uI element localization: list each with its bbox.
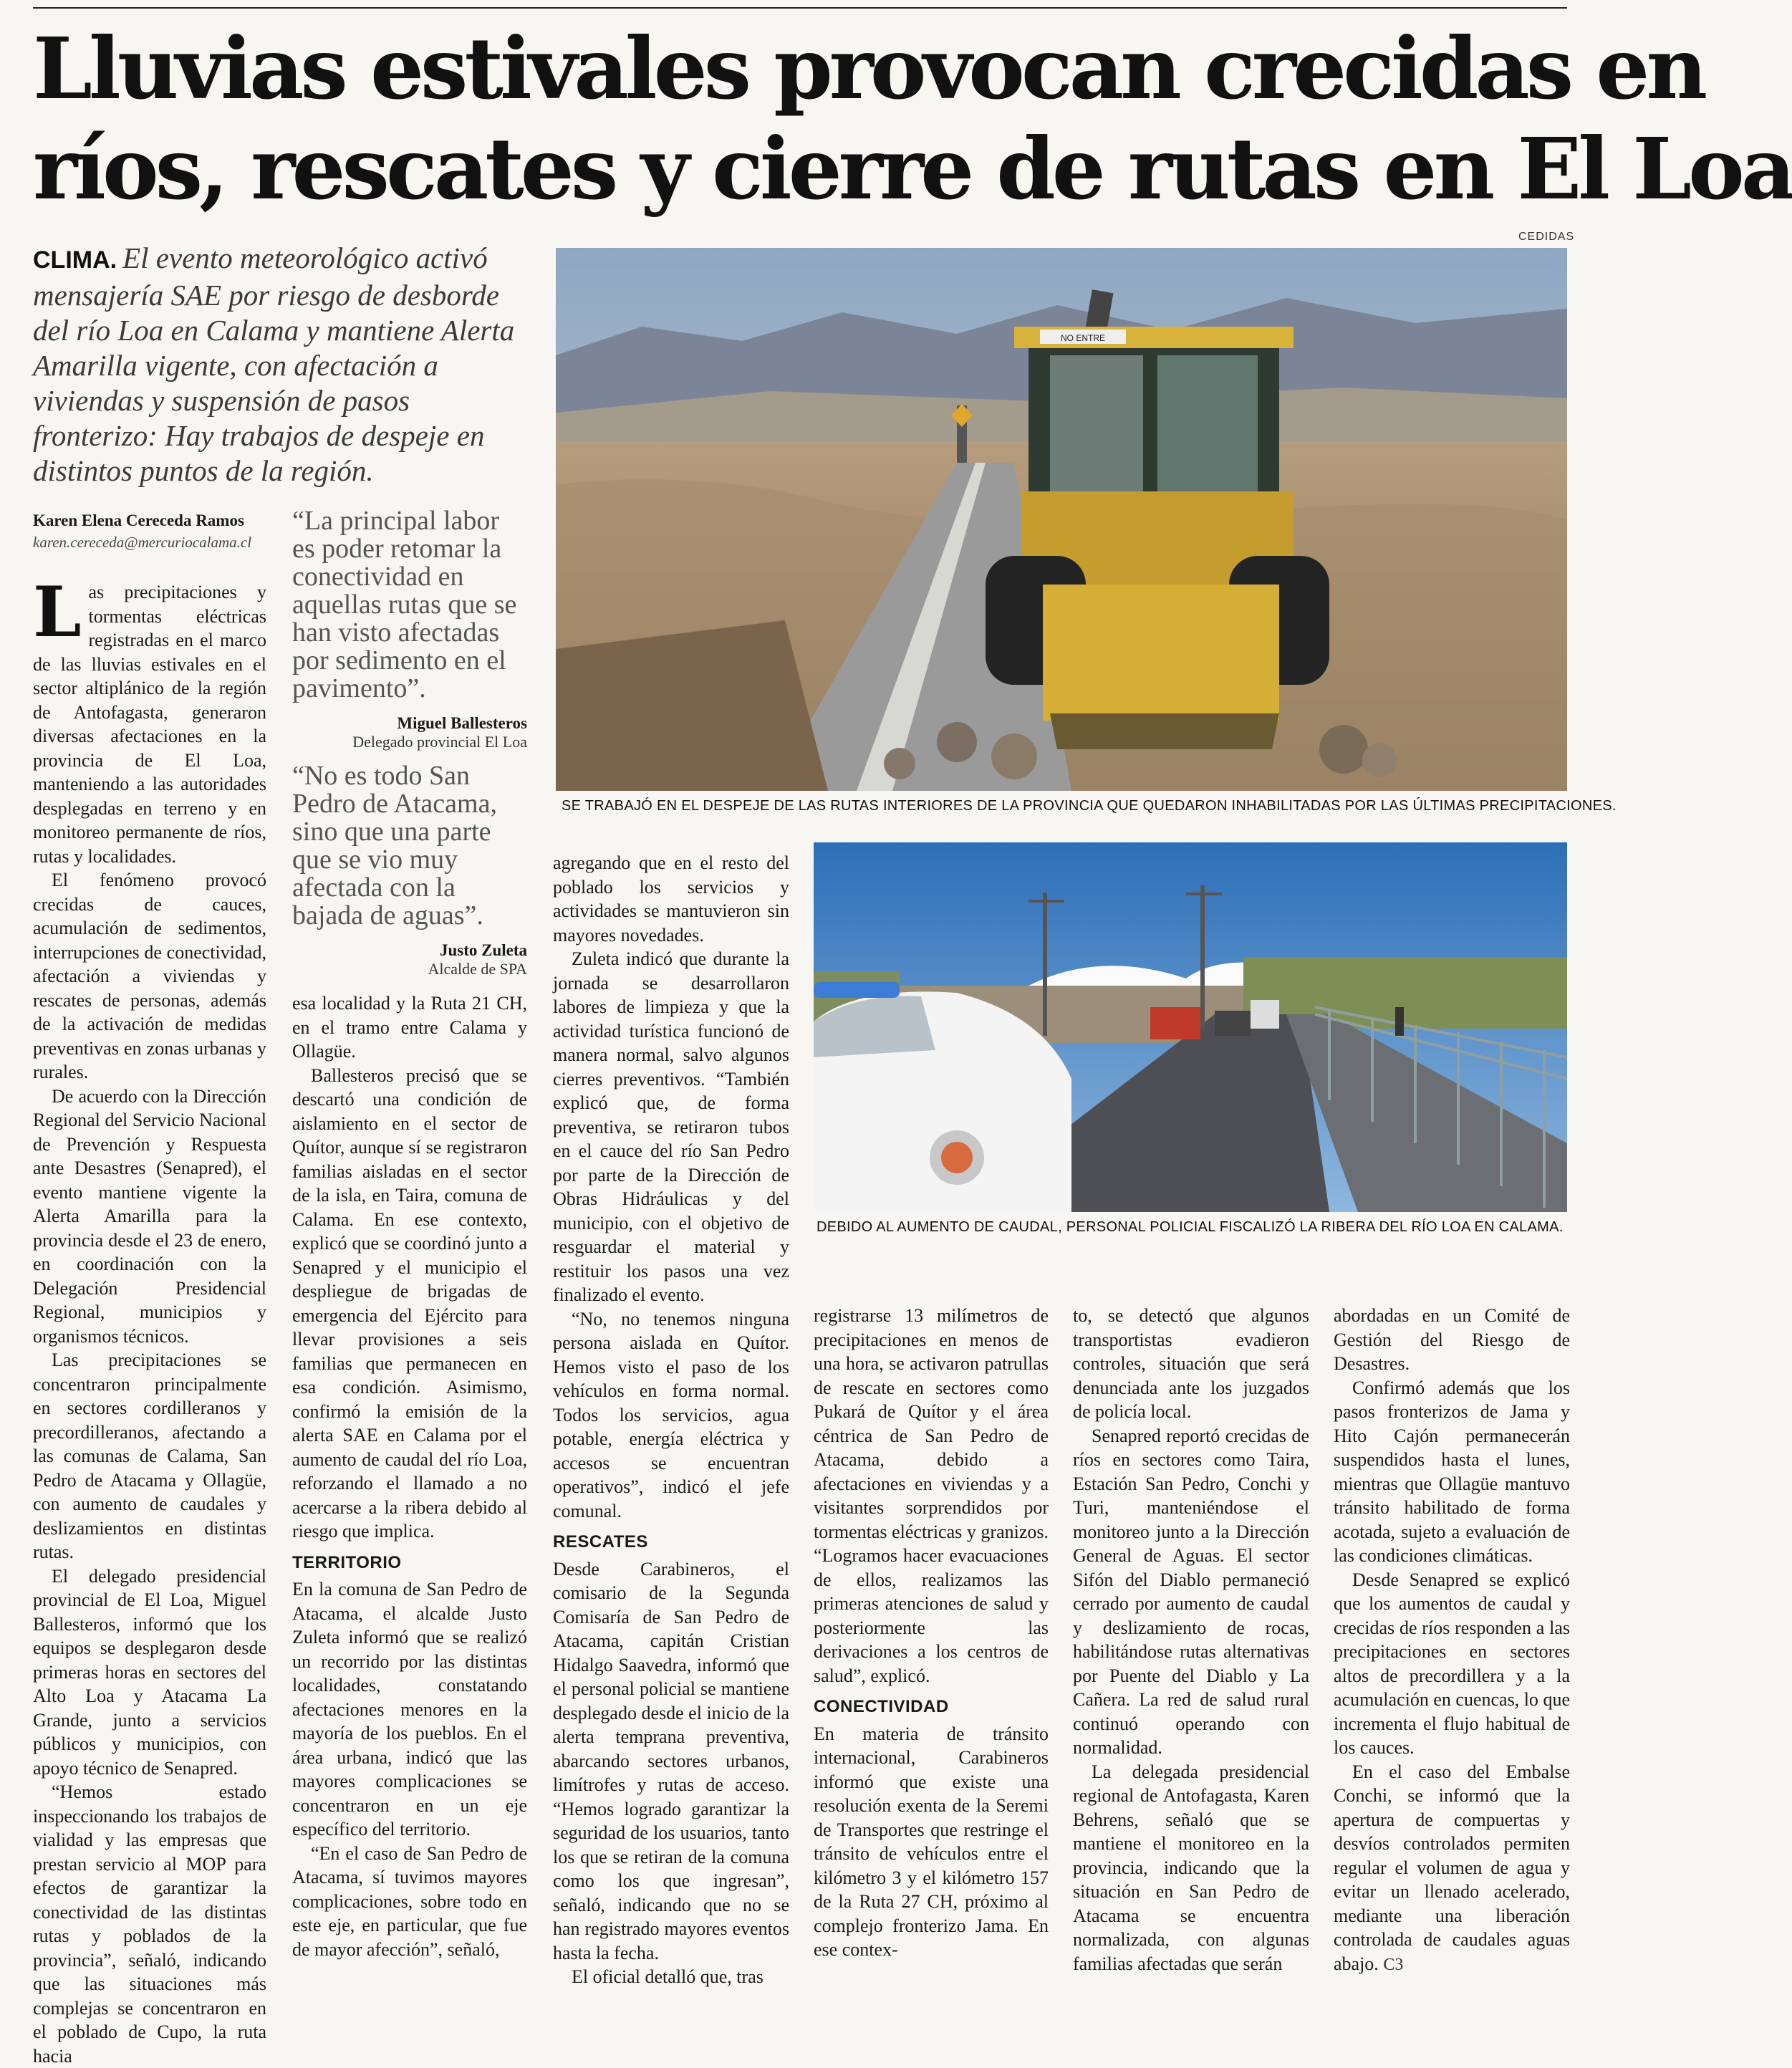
column-6 (1334, 1304, 1570, 1977)
col2-p2: Ballesteros precisó que se descartó una condición de aislamiento en el sector de Quítor, aunque sí se registraron familias aisladas en el sector de la isla, en Taira, comuna de Calama. En ese contexto, explicó que se coordinó junto a Senapred y el municipio el despliegue de brigadas de emergencia del Ejército para llevar provisiones a seis familias que permanecen en esa condición. Asimismo, confirmó la emisión de la alerta SAE en Calama por el aumento de caudal del río Loa, reforzando el llamado a no acercarse a la ribera debido al riesgo que implica. (292, 1064, 527, 1542)
col3-p1: agregando que en el resto del poblado los servicios y actividades se mantuvieron sin mayores novedades. (553, 852, 789, 946)
col4-p2: En materia de tránsito internacional, Carabineros informó que existe una resolución exenta de la Seremi de Transportes que restringe el tránsito de vehículos entre el kilómetro 3 y el kilómetro 157 de la Ruta 27 CH, próximo al complejo fronterizo Jama. En ese contex- (814, 1723, 1049, 1960)
column-5 (1073, 1304, 1309, 1976)
dropcap: L (33, 572, 82, 653)
pull-quote-1 (292, 507, 527, 751)
headline (33, 19, 1792, 219)
quote-2-role: Alcalde de SPA (428, 960, 527, 978)
column-4 (814, 1304, 1049, 1962)
headline-line-2: ríos, rescates y cierre de rutas en El Loa (33, 119, 1792, 218)
section-territorio: TERRITORIO (292, 1552, 402, 1572)
photo-backhoe (556, 248, 1567, 791)
quote-1-name: Miguel Ballesteros (397, 714, 527, 732)
lede-text: El evento meteorológico activó mensajería SAE por riesgo de desborde del río Loa en Calama y mantiene Alerta Amarilla vigente, con afectación a viviendas y suspensión de pasos fronterizo: Hay trabajos de despeje en distintos puntos de la región. (33, 241, 515, 487)
quote-1-text: “La principal labor es poder retomar la conectividad en aquellas rutas que se han visto afectadas por sedimento en el pavimento”. (292, 506, 517, 703)
col6-p2: Confirmó además que los pasos fronterizos de Jama y Hito Cajón permanecerán suspendidos hasta el lunes, mientras que Ollagüe mantuvo tránsito habilitado de forma acotada, sujeto a evaluación de las condiciones climáticas. (1334, 1377, 1570, 1566)
quote-1-role: Delegado provincial El Loa (352, 733, 527, 751)
quote-2-text: “No es todo San Pedro de Atacama, sino que una parte que se vio muy afectada con la bajada de aguas”. (292, 761, 497, 930)
col1-p1-text: as precipitaciones y tormentas eléctricas registradas en el marco de las lluvias estivales en el sector altiplánico de la región de Antofagasta, generaron diversas afectaciones en la provincia de El Loa, manteniendo a las autoridades desplegadas en terreno y en monitoreo permanente de ríos, rutas y localidades. (33, 582, 266, 867)
col5-p2: Senapred reportó crecidas de ríos en sectores como Taira, Estación San Pedro, Conchi y Turi, manteniéndose el monitoreo junto a la Dirección General de Aguas. El sector Sifón del Diablo permaneció cerrado por aumento de caudal y deslizamiento de rocas, habilitándose rutas alternativas por Puente del Diablo y La Cañera. La red de salud rural continuó operando con normalidad. (1073, 1425, 1309, 1758)
end-mark: C3 (1383, 1955, 1404, 1974)
col5-p1: to, se detectó que algunos transportistas evadieron controles, situación que será denunciada ante los juzgados de policía local. (1073, 1305, 1309, 1422)
lede-kicker: CLIMA. (33, 246, 117, 274)
police-illustration (814, 842, 1567, 1212)
photo-police (814, 842, 1567, 1212)
lede (33, 241, 534, 489)
caption-photo-2: DEBIDO AL AUMENTO DE CAUDAL, PERSONAL POLICIAL FISCALIZÓ LA RIBERA DEL RÍO LOA EN CALAMA. (816, 1219, 1564, 1235)
col3-p3: “No, no tenemos ninguna persona aislada en Quítor. Hemos visto el paso de los vehículos en forma normal. Todos los servicios, agua potable, energía eléctrica y accesos se encuentran operativos”, indicó el jefe comunal. (553, 1308, 789, 1521)
col2-p4: “En el caso de San Pedro de Atacama, sí tuvimos mayores complicaciones, sobre todo en este eje, en particular, que fue de mayor afección”, señaló, (292, 1842, 527, 1960)
section-rescates: RESCATES (553, 1532, 648, 1552)
col6-p4 (1334, 1760, 1570, 1978)
col1-p2: El fenómeno provocó crecidas de cauces, acumulación de sedimentos, interrupciones de conectividad, afectación a viviendas y rescates de personas, además de la activación de medidas preventivas en zonas urbanas y rurales. (33, 870, 266, 1082)
col3-p5: El oficial detalló que, tras (572, 1966, 763, 1987)
col1-p6: “Hemos estado inspeccionando los trabajos de vialidad y las empresas que prestan servicio al MOP para efectos de garantizar la conectividad de las distintas rutas y poblados de la provincia”, señaló, indicando que las situaciones más complejas se concentraron en el poblado de Cupo, la ruta hacia (33, 1781, 266, 2067)
headline-line-1: Lluvias estivales provocan crecidas en (33, 19, 1705, 118)
col4-p1: registrarse 13 milímetros de precipitaciones en menos de una hora, se activaron patrullas de rescate en sectores como Pukará de Quítor y el área céntrica de San Pedro de Atacama, debido a afectaciones en viviendas y a visitantes sorprendidos por tormentas eléctricas y granizos. “Logramos hacer evacuaciones de ellos, realizamos las primeras atenciones de salud y posteriormente las derivaciones a los centros de salud”, explicó. (814, 1305, 1049, 1686)
column-2 (292, 991, 527, 1961)
byline-name: Karen Elena Cereceda Ramos (33, 511, 244, 529)
section-conectividad: CONECTIVIDAD (814, 1697, 949, 1716)
col6-p3: Desde Senapred se explicó que los aumentos de caudal y crecidas de ríos responden a las precipitaciones en sectores altos de precordillera y a la acumulación en cuencas, lo que incrementa el flujo habitual de los cauces. (1334, 1569, 1570, 1758)
col2-p1: esa localidad y la Ruta 21 CH, en el tramo entre Calama y Ollagüe. (292, 993, 527, 1062)
top-rule (33, 7, 1567, 9)
col2-p3: En la comuna de San Pedro de Atacama, el alcalde Justo Zuleta informó que se realizó un recorrido por las distintas localidades, constatando afectaciones menores en la mayoría de los pueblos. En el área urbana, indicó que las mayores complicaciones se concentraron en un eje específico del territorio. (292, 1579, 527, 1839)
col1-p5: El delegado presidencial provincial de El Loa, Miguel Ballesteros, informó que los equipos se desplegaron desde primeras horas en sectores del Alto Loa y Atacama La Grande, junto a servicios públicos y municipios, con apoyo técnico de Senapred. (33, 1565, 266, 1779)
col5-p3: La delegada presidencial regional de Antofagasta, Karen Behrens, señaló que se mantiene el monitoreo en la provincia, indicando que la situación en San Pedro de Atacama se encuentra normalizada, con algunas familias afectadas que serán (1073, 1761, 1309, 1974)
column-1 (33, 572, 266, 2068)
backhoe-illustration (556, 248, 1567, 791)
col6-p4-text: En el caso del Embalse Conchi, se informó que la apertura de compuertas y desvíos controlados permiten regular el volumen de agua y evitar un llenado acelerado, mediante una liberación controlada de caudales aguas abajo. (1334, 1761, 1570, 1974)
photo-credit: CEDIDAS (1518, 231, 1575, 243)
col1-p1 (33, 572, 266, 868)
quote-2-name: Justo Zuleta (439, 941, 527, 959)
col1-p3: De acuerdo con la Dirección Regional del Servicio Nacional de Prevención y Respuesta ante Desastres (Senapred), el evento mantiene vigente la Alerta Amarilla para la provincia desde el 23 de enero, en coordinación con la Delegación Presidencial Regional, municipios y organismos técnicos. (33, 1085, 266, 1347)
sign-text: NO ENTRE (1060, 333, 1106, 343)
column-3 (553, 851, 789, 1989)
caption-photo-1: SE TRABAJÓ EN EL DESPEJE DE LAS RUTAS INTERIORES DE LA PROVINCIA QUE QUEDARON INHABILITADAS POR LAS ÚLTIMAS PRECIPITACIONES. (562, 798, 1617, 814)
col3-p4: Desde Carabineros, el comisario de la Segunda Comisaría de San Pedro de Atacama, capitán Cristian Hidalgo Saavedra, informó que el personal policial se mantiene desplegado desde el inicio de la alerta temprana preventiva, abarcando sectores urbanos, limítrofes y rutas de acceso. “Hemos logrado garantizar la seguridad de los usuarios, tanto los que se retiran de la comuna como los que ingresan”, señaló, indicando que no se han registrado mayores eventos hasta la fecha. (553, 1558, 789, 1963)
byline-email: karen.cereceda@mercuriocalama.cl (33, 534, 252, 551)
pull-quote-2 (292, 762, 527, 978)
byline (33, 510, 291, 553)
col1-p4: Las precipitaciones se concentraron principalmente en sectores cordilleranos y precordilleranos, afectando a las comunas de Calama, San Pedro de Atacama y Ollagüe, con aumento de caudales y deslizamientos en distintas rutas. (33, 1350, 266, 1562)
col3-p2: Zuleta indicó que durante la jornada se desarrollaron labores de limpieza y que la actividad turística funcionó de manera normal, salvo algunos cierres preventivos. “También explicó que, de forma preventiva, se retiraron tubos en el cauce del río San Pedro por parte de la Dirección de Obras Hidráulicas y del municipio, con el objetivo de resguardar el material y restituir los pasos una vez finalizado el evento. (553, 948, 789, 1305)
col6-p1: abordadas en un Comité de Gestión del Riesgo de Desastres. (1334, 1305, 1570, 1374)
